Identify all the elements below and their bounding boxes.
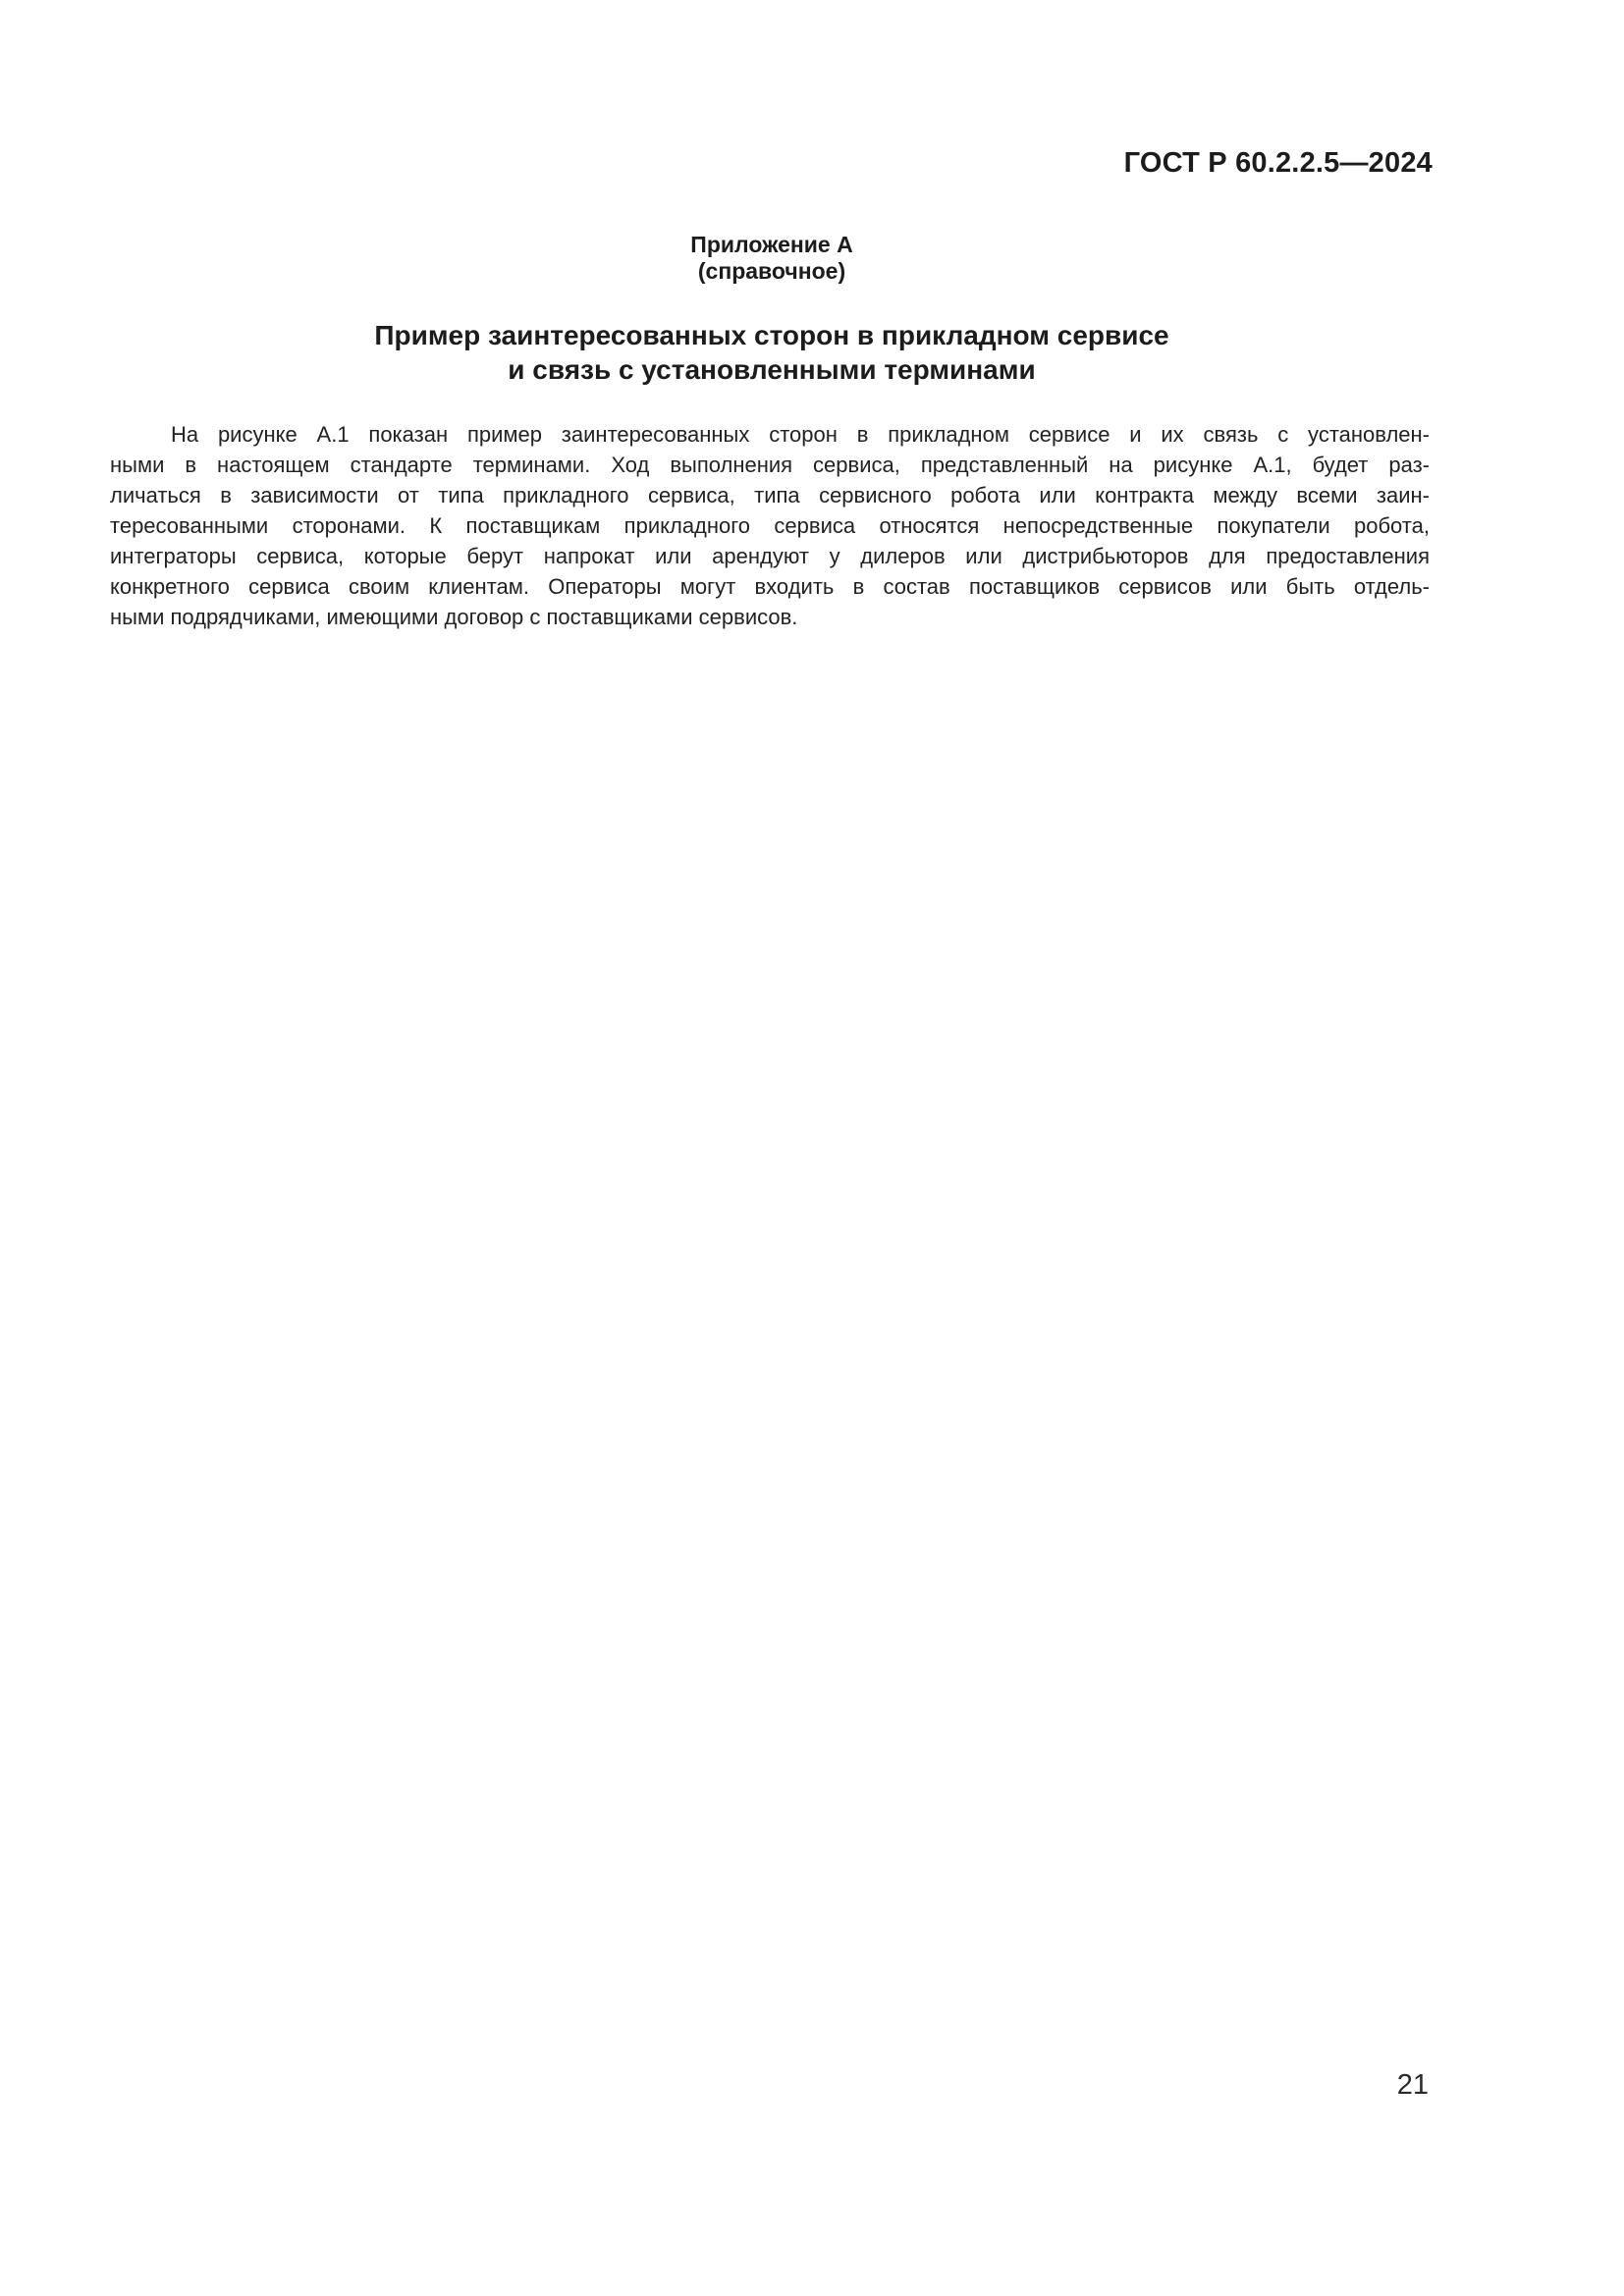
paragraph-line: ными в настоящем стандарте терминами. Ход выполнения сервиса, представленный на рисунке А.1, будет раз- xyxy=(110,453,1430,477)
appendix-title xyxy=(108,318,1435,387)
appendix-note: (справочное) xyxy=(697,258,846,284)
paragraph-line: конкретного сервиса своим клиентам. Операторы могут входить в состав поставщиков сервисов или быть отдель- xyxy=(110,574,1430,599)
paragraph-line: На рисунке А.1 показан пример заинтересованных сторон в прикладном сервисе и их связь с установлен- xyxy=(171,422,1430,447)
appendix-heading xyxy=(108,232,1435,285)
paragraph-line: личаться в зависимости от типа прикладного сервиса, типа сервисного робота или контракта между всеми заин- xyxy=(110,483,1430,507)
appendix-title-line-2: и связь с установленными терминами xyxy=(508,354,1036,385)
paragraph-line: интеграторы сервиса, которые берут напрокат или арендуют у дилеров или дистрибьюторов для предоставления xyxy=(110,544,1430,568)
paragraph-line: ными подрядчиками, имеющими договор с поставщиками сервисов. xyxy=(110,605,798,629)
page-number: 21 xyxy=(1396,2069,1429,2101)
appendix-label: Приложение А xyxy=(690,232,853,257)
appendix-title-line-1: Пример заинтересованных сторон в прикладном сервисе xyxy=(374,320,1169,350)
body-paragraph xyxy=(110,419,1430,632)
document-code-header: ГОСТ Р 60.2.2.5—2024 xyxy=(1123,147,1433,179)
paragraph-line: тересованными сторонами. К поставщикам прикладного сервиса относятся непосредственные покупатели робота, xyxy=(110,513,1430,538)
